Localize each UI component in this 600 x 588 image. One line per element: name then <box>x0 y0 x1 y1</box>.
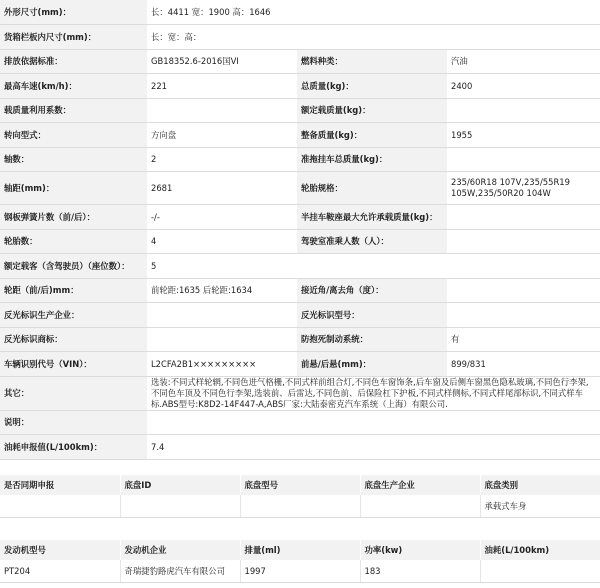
spec-row <box>0 74 600 99</box>
engine-table <box>0 540 600 583</box>
spec-label: 整备质量(kg)： <box>297 123 447 148</box>
spec-value <box>147 410 600 435</box>
spec-label: 排放依据标准： <box>0 49 147 74</box>
spec-value: 汽油 <box>447 49 600 74</box>
column-header: 底盘型号 <box>240 475 360 495</box>
spec-label: 反光标识商标： <box>0 327 147 352</box>
spec-row <box>0 205 600 230</box>
table-cell: 1997 <box>240 560 360 582</box>
spec-value <box>447 303 600 328</box>
spec-value <box>447 278 600 303</box>
spec-value: GB18352.6-2016国VI <box>147 49 297 74</box>
table-cell: PT204 <box>0 560 120 582</box>
spec-label: 油耗申报值(L/100km)： <box>0 435 147 460</box>
spec-label: 接近角/离去角（度）： <box>297 278 447 303</box>
spec-label: 额定载客（含驾驶员）（座位数）： <box>0 254 147 279</box>
spec-row <box>0 435 600 460</box>
spec-value: L2CFA2B1××××××××× <box>147 352 297 377</box>
spec-label: 车辆识别代号（VIN）： <box>0 352 147 377</box>
spec-label: 准拖挂车总质量(kg)： <box>297 147 447 172</box>
spec-value <box>447 229 600 254</box>
spec-value <box>147 98 297 123</box>
spec-value: 方向盘 <box>147 123 297 148</box>
table-cell <box>120 495 240 517</box>
table-cell <box>480 560 600 582</box>
spec-value: 长：4411 宽：1900 高：1646 <box>147 0 600 25</box>
spec-label: 反光标识生产企业： <box>0 303 147 328</box>
spec-value: 5 <box>147 254 600 279</box>
spec-label: 前悬/后悬(mm)： <box>297 352 447 377</box>
spec-label: 其它： <box>0 376 147 410</box>
spec-label: 驾驶室准乘人数（人）： <box>297 229 447 254</box>
spec-label: 钢板弹簧片数（前/后）： <box>0 205 147 230</box>
spec-value: 2400 <box>447 74 600 99</box>
spec-label: 说明： <box>0 410 147 435</box>
spec-label: 轮胎数： <box>0 229 147 254</box>
spec-row <box>0 376 600 410</box>
table-header-row <box>0 475 600 495</box>
spec-label: 反光标识型号： <box>297 303 447 328</box>
spec-value: -/- <box>147 205 297 230</box>
column-header: 排量(ml) <box>240 540 360 560</box>
spec-value <box>447 205 600 230</box>
spec-row <box>0 172 600 205</box>
spec-value <box>147 327 297 352</box>
spec-label: 轴距(mm)： <box>0 172 147 205</box>
spec-value: 有 <box>447 327 600 352</box>
spec-value: 前轮距:1635 后轮距:1634 <box>147 278 297 303</box>
spec-value: 221 <box>147 74 297 99</box>
engine-table-body <box>0 540 600 582</box>
spec-row <box>0 123 600 148</box>
spec-row <box>0 229 600 254</box>
spec-label: 燃料种类： <box>297 49 447 74</box>
column-header: 功率(kw) <box>360 540 480 560</box>
table-header-row <box>0 540 600 560</box>
spec-value: 899/831 <box>447 352 600 377</box>
spec-row <box>0 147 600 172</box>
spec-label: 额定载质量(kg)： <box>297 98 447 123</box>
spec-label: 载质量利用系数： <box>0 98 147 123</box>
spec-row <box>0 254 600 279</box>
spec-label: 轮胎规格： <box>297 172 447 205</box>
spec-value: 选装:不同式样轮辋,不同色进气格栅,不同式样前组合灯,不同色车窗饰条,后车窗及后侧车窗黑色隐私玻璃,不同色行李架,不同色车顶及不同色行李架,选装前、后雷达,不同色前、后保险杠下护板,不同式样侧标,不同式样尾部标识,不同式样车标.ABS型号:K8D2-14F447-A,ABS厂家:大陆泰密克汽车系统（上海）有限公司. <box>147 376 600 410</box>
spec-value: 235/60R18 107V,235/55R19 105W,235/50R20 104W <box>447 172 600 205</box>
spec-row <box>0 0 600 25</box>
spec-value: 7.4 <box>147 435 600 460</box>
spec-row <box>0 303 600 328</box>
chassis-table <box>0 475 600 518</box>
spec-label: 外形尺寸(mm)： <box>0 0 147 25</box>
table-cell <box>240 495 360 517</box>
spec-value: 2681 <box>147 172 297 205</box>
spec-row <box>0 278 600 303</box>
spec-label: 轴数： <box>0 147 147 172</box>
spec-label: 半挂车鞍座最大允许承载质量(kg)： <box>297 205 447 230</box>
spec-row <box>0 98 600 123</box>
column-header: 底盘生产企业 <box>360 475 480 495</box>
spec-value: 2 <box>147 147 297 172</box>
table-cell: 奇瑞捷豹路虎汽车有限公司 <box>120 560 240 582</box>
column-header: 底盘ID <box>120 475 240 495</box>
spec-label: 货箱栏板内尺寸(mm)： <box>0 25 147 50</box>
spec-label: 转向型式： <box>0 123 147 148</box>
spec-row <box>0 327 600 352</box>
chassis-table-body <box>0 475 600 517</box>
spec-value <box>147 303 297 328</box>
column-header: 发动机型号 <box>0 540 120 560</box>
spec-value: 长：宽：高： <box>147 25 600 50</box>
spec-row <box>0 49 600 74</box>
column-header: 底盘类别 <box>480 475 600 495</box>
spec-label: 总质量(kg)： <box>297 74 447 99</box>
table-row <box>0 495 600 517</box>
table-cell <box>0 495 120 517</box>
spec-label: 轮距（前/后)mm： <box>0 278 147 303</box>
spec-row <box>0 25 600 50</box>
table-row <box>0 560 600 582</box>
column-header: 发动机企业 <box>120 540 240 560</box>
table-cell <box>360 495 480 517</box>
table-cell: 承载式车身 <box>480 495 600 517</box>
spec-label: 最高车速(km/h)： <box>0 74 147 99</box>
spec-label: 防抱死制动系统： <box>297 327 447 352</box>
spec-value: 1955 <box>447 123 600 148</box>
spec-row <box>0 410 600 435</box>
column-header: 是否同期申报 <box>0 475 120 495</box>
spec-value: 4 <box>147 229 297 254</box>
table-cell: 183 <box>360 560 480 582</box>
spec-row <box>0 352 600 377</box>
spec-value <box>447 98 600 123</box>
spec-value <box>447 147 600 172</box>
column-header: 油耗(L/100km) <box>480 540 600 560</box>
